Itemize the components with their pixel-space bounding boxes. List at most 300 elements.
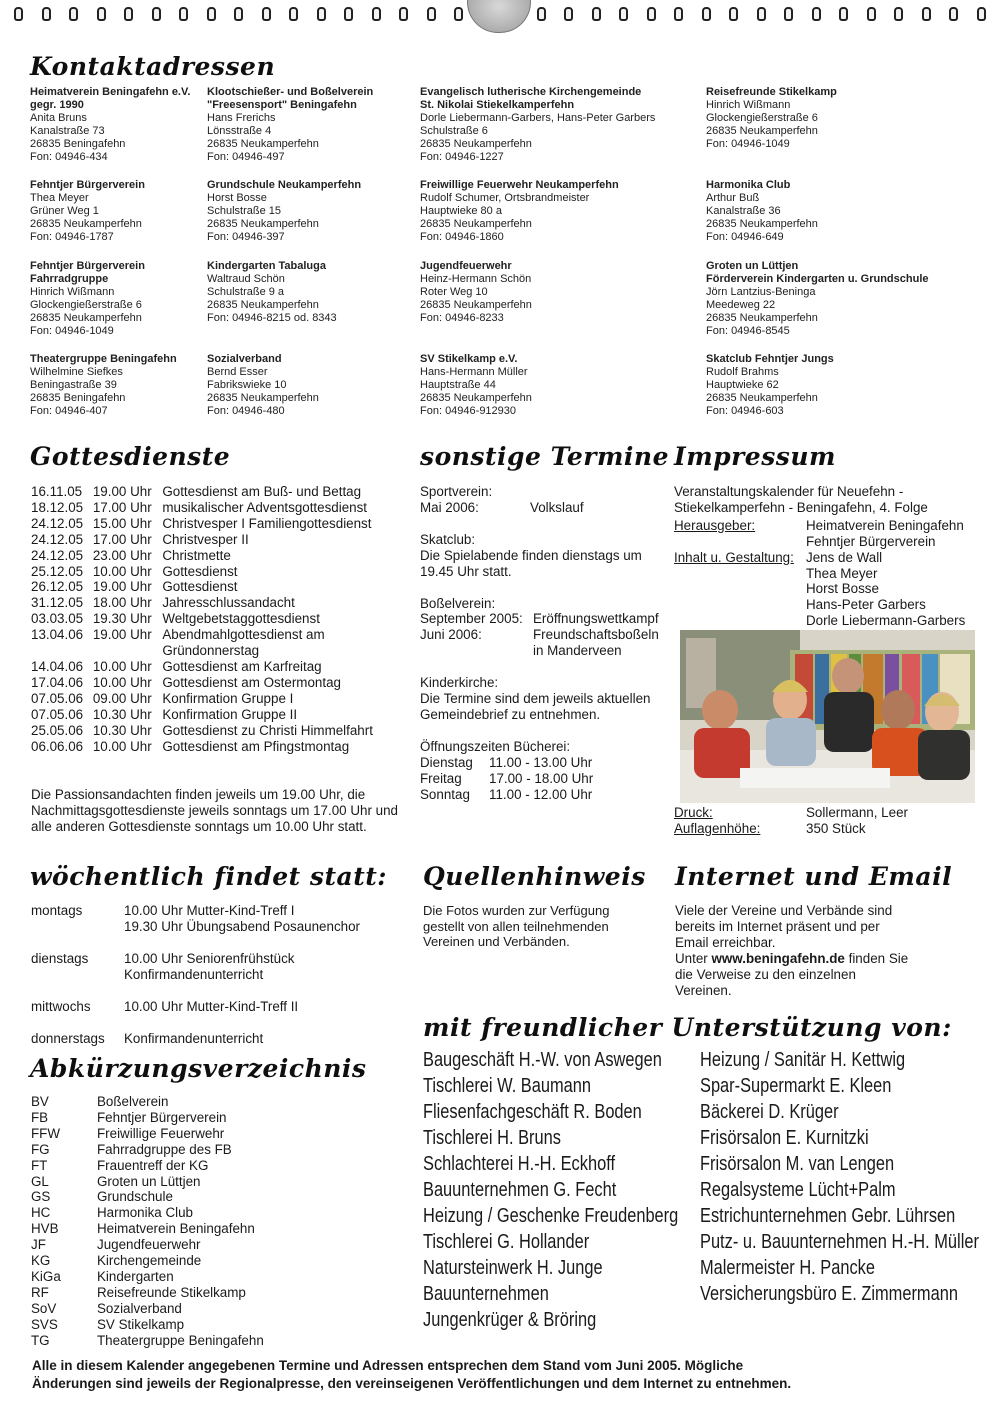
binding-ring	[619, 7, 628, 21]
contact-name: Kindergarten Tabaluga	[207, 260, 326, 272]
contact-name: Sozialverband	[207, 353, 282, 365]
weekly-day: donnerstags	[31, 1030, 105, 1046]
service-date: 13.04.06	[31, 627, 84, 643]
service-time: 10.00 Uhr	[92, 674, 152, 690]
contact-line: Hinrich Wißmann	[30, 286, 115, 298]
contact-line: Thea Meyer	[30, 192, 89, 204]
content-item: Hans-Peter Garbers	[806, 597, 926, 613]
binding-ring	[207, 7, 216, 21]
contact-line: Hans-Hermann Müller	[420, 366, 528, 378]
abbrev-row	[31, 1221, 264, 1237]
contact-line: Fon: 04946-8545	[706, 325, 790, 337]
binding-ring	[152, 7, 161, 21]
abbrev-value: Reisefreunde Stikelkamp	[97, 1284, 246, 1300]
library-key: Sonntag	[420, 786, 470, 802]
abbrev-key: SoV	[31, 1300, 57, 1316]
service-date: 25.12.05	[31, 563, 84, 579]
contact-line: Fon: 04946-1787	[30, 231, 114, 243]
calendar-hanger	[467, 0, 531, 33]
weekly-items	[124, 951, 294, 983]
service-title: musikalischer Adventsgottesdienst	[162, 499, 368, 515]
contact-line: Rudolf Brahms	[706, 366, 779, 378]
contact-name: Groten un Lüttjen	[706, 260, 799, 272]
service-row	[31, 516, 416, 532]
contact-line: 26835 Neukamperfehn	[207, 138, 319, 150]
abbrev-key: JF	[31, 1237, 46, 1253]
library-value: 11.00 - 12.00 Uhr	[489, 786, 593, 802]
binding-ring	[42, 7, 51, 21]
contact-line: Arthur Buß	[706, 192, 760, 204]
abbrev-row	[31, 1110, 264, 1126]
contact-name: Skatclub Fehntjer Jungs	[706, 353, 834, 365]
contact-line: Fon: 04946-912930	[420, 405, 517, 417]
abbrev-value: Grundschule	[97, 1189, 173, 1205]
service-date: 24.12.05	[31, 515, 84, 531]
weekly-item: 10.00 Uhr Seniorenfrühstück	[124, 950, 295, 966]
contact-line: Schulstraße 15	[207, 205, 281, 217]
contact-card	[30, 353, 177, 418]
abbrev-row	[31, 1269, 264, 1285]
publisher-list	[806, 518, 964, 550]
abbrev-value: Jugendfeuerwehr	[97, 1237, 201, 1253]
abbrev-row	[31, 1333, 264, 1349]
contact-line: Waltraud Schön	[207, 273, 285, 285]
abbrev-value: Theatergruppe Beningafehn	[97, 1332, 264, 1348]
abbrev-key: KG	[31, 1253, 51, 1269]
weekly-day: dienstags	[31, 950, 89, 966]
contact-line: 26835 Neukamperfehn	[207, 218, 319, 230]
content-label: Inhalt u. Gestaltung:	[674, 549, 794, 565]
contact-card	[207, 260, 337, 325]
contact-line: Grüner Weg 1	[30, 205, 99, 217]
print-value: Sollermann, Leer	[806, 805, 908, 820]
edition-value: 350 Stück	[806, 820, 866, 836]
service-title: Konfirmation Gruppe II	[162, 706, 298, 722]
internet-heading: Internet und Email	[675, 862, 953, 891]
services-note: Die Passionsandachten finden jeweils um 19.00 Uhr, die Nachmittagsgottesdienste jeweils sonntags um 17.00 Uhr und alle anderen Gottesdienste sonntags um 10.00 Uhr statt.	[31, 787, 398, 834]
abbrev-value: Kindergarten	[97, 1268, 174, 1284]
contact-line: Hinrich Wißmann	[706, 99, 791, 111]
content-item: Jens de Wall	[806, 549, 883, 565]
abbrev-row	[31, 1189, 264, 1205]
abbrev-value: Groten un Lüttjen	[97, 1173, 201, 1189]
abbrev-row	[31, 1126, 264, 1142]
sponsor-name: Bauunternehmen	[423, 1283, 549, 1305]
abbrev-heading: Abkürzungsverzeichnis	[30, 1054, 367, 1083]
footer-note	[32, 1357, 982, 1393]
contact-name: St. Nikolai Stiekelkamperfehn	[420, 99, 575, 111]
service-row	[31, 564, 416, 580]
contact-line: Fon: 04946-603	[706, 405, 784, 417]
sponsor-name: Tischlerei W. Baumann	[423, 1075, 592, 1097]
contact-line: Horst Bosse	[207, 192, 267, 204]
sponsor-name: Bauunternehmen G. Fecht	[423, 1179, 617, 1201]
service-row	[31, 627, 416, 659]
service-date: 17.04.06	[31, 674, 84, 690]
service-date: 24.12.05	[31, 547, 84, 563]
contact-name: Heimatverein Beningafehn e.V.	[30, 86, 191, 98]
sport-date: Mai 2006:	[420, 499, 479, 515]
contact-line: Anita Bruns	[30, 112, 87, 124]
binding-ring	[894, 7, 903, 21]
abbrev-list	[31, 1094, 411, 1349]
sponsor-name: Jungenkrüger & Bröring	[423, 1309, 597, 1331]
contact-name: Fahrradgruppe	[30, 273, 109, 285]
service-row	[31, 532, 416, 548]
contact-line: 26835 Neukamperfehn	[207, 299, 319, 311]
service-title: Gottesdienst zu Christi Himmelfahrt	[162, 722, 373, 738]
contact-line: Hans Frerichs	[207, 112, 276, 124]
contact-card	[207, 353, 319, 418]
service-time: 10.30 Uhr	[92, 722, 152, 738]
abbrev-value: Fehntjer Bürgerverein	[97, 1109, 227, 1125]
service-row	[31, 691, 416, 707]
abbrev-value: Kirchengemeinde	[97, 1253, 202, 1269]
weekly-item: Konfirmandenunterricht	[124, 966, 264, 982]
sponsor-name: Natursteinwerk H. Junge	[423, 1257, 603, 1279]
contact-line: Schulstraße 9 a	[207, 286, 285, 298]
contact-card	[706, 260, 929, 338]
weekly-item: 10.00 Uhr Mutter-Kind-Treff I	[124, 903, 295, 918]
service-time: 17.00 Uhr	[92, 531, 152, 547]
abbrev-value: Frauentreff der KG	[97, 1157, 209, 1173]
service-time: 18.00 Uhr	[92, 595, 152, 611]
other-dates-heading: sonstige Termine	[420, 442, 669, 471]
contact-line: Fon: 04946-1860	[420, 231, 504, 243]
contact-card	[30, 86, 190, 164]
abbrev-value: Freiwillige Feuerwehr	[97, 1125, 225, 1141]
kids-text: Die Termine sind dem jeweils aktuellen Gemeindebrief zu entnehmen.	[420, 691, 651, 722]
impressum-intro: Veranstaltungskalender für Neuefehn - Stiekelkamperfehn - Beningafehn, 4. Folge	[674, 484, 928, 515]
abbrev-key: FB	[31, 1109, 49, 1125]
sponsor-name: Malermeister H. Pancke	[700, 1257, 875, 1279]
contact-line: Fon: 04946-497	[207, 151, 285, 163]
contact-line: Lönsstraße 4	[207, 125, 272, 137]
contact-line: Jörn Lantzius-Beninga	[706, 286, 816, 298]
abbrev-key: FFW	[31, 1125, 60, 1141]
bossel-row	[420, 611, 670, 627]
abbrev-key: GS	[31, 1189, 51, 1205]
contact-line: 26835 Neukamperfehn	[706, 125, 818, 137]
service-title: Gottesdienst	[162, 579, 238, 595]
sources-text: Die Fotos wurden zur Verfügung gestellt von allen teilnehmenden Vereinen und Verbänden.	[423, 903, 610, 949]
sponsor-name: Estrichunternehmen Gebr. Lührsen	[700, 1205, 956, 1227]
abbrev-row	[31, 1301, 264, 1317]
service-title: Gottesdienst am Buß- und Bettag	[162, 484, 362, 499]
weekly-day: mittwochs	[31, 998, 91, 1014]
service-row	[31, 659, 416, 675]
service-time: 10.00 Uhr	[92, 738, 152, 754]
contact-line: Meedeweg 22	[706, 299, 776, 311]
binding-ring	[922, 7, 931, 21]
abbrev-row	[31, 1237, 264, 1253]
contact-name: SV Stikelkamp e.V.	[420, 353, 518, 365]
internet-intro: Viele der Vereine und Verbände sind bereits im Internet präsent und per Email erreichbar.	[675, 903, 893, 950]
contact-name: Freiwillige Feuerwehr Neukamperfehn	[420, 179, 619, 191]
service-date: 16.11.05	[31, 484, 83, 499]
library-row	[420, 771, 593, 787]
service-title: Christmette	[162, 547, 231, 563]
contact-line: Fon: 04946-649	[706, 231, 784, 243]
weekly-items	[124, 903, 360, 935]
abbrev-value: Harmonika Club	[97, 1205, 194, 1221]
library-value: 11.00 - 13.00 Uhr	[489, 754, 593, 770]
service-time: 10.30 Uhr	[92, 706, 152, 722]
service-title: Christvesper I Familiengottesdienst	[162, 515, 372, 531]
library-value: 17.00 - 18.00 Uhr	[489, 770, 594, 786]
service-title: Gottesdienst am Karfreitag	[162, 658, 322, 674]
service-date: 14.04.06	[31, 658, 84, 674]
service-title: Gottesdienst am Pfingstmontag	[162, 738, 350, 754]
publisher-item: Fehntjer Bürgerverein	[806, 533, 936, 549]
binding-ring	[289, 7, 298, 21]
contact-card	[420, 353, 532, 418]
contact-card	[207, 179, 361, 244]
contact-line: Kanalstraße 36	[706, 205, 781, 217]
sponsor-name: Regalsysteme Lücht+Palm	[700, 1179, 896, 1201]
service-date: 26.12.05	[31, 579, 84, 595]
content-item: Dorle Liebermann-Garbers	[806, 613, 966, 629]
contact-line: Bernd Esser	[207, 366, 268, 378]
contact-line: 26835 Neukamperfehn	[706, 392, 818, 404]
library-key: Dienstag	[420, 754, 473, 770]
abbrev-value: Heimatverein Beningafehn	[97, 1221, 255, 1237]
service-title: Gottesdienst	[162, 563, 238, 579]
weekly-item: 19.30 Uhr Übungsabend Posaunenchor	[124, 918, 360, 934]
weekly-item: 10.00 Uhr Mutter-Kind-Treff II	[124, 998, 299, 1014]
contact-line: 26835 Neukamperfehn	[207, 392, 319, 404]
publisher-item: Heimatverein Beningafehn	[806, 517, 964, 533]
library-row	[420, 787, 593, 803]
sponsor-name: Tischlerei H. Bruns	[423, 1127, 561, 1149]
contact-card	[420, 86, 655, 164]
support-heading: mit freundlicher Unterstützung von:	[423, 1013, 952, 1042]
contact-name: "Freesensport" Beningafehn	[207, 99, 357, 111]
contact-line: Schulstraße 6	[420, 125, 488, 137]
contact-line: Glockengießerstraße 6	[30, 299, 142, 311]
weekly-items	[124, 999, 298, 1015]
abbrev-value: SV Stikelkamp	[97, 1316, 185, 1332]
binding-ring	[372, 7, 381, 21]
weekly-item: Konfirmandenunterricht	[124, 1030, 264, 1046]
binding-ring	[124, 7, 133, 21]
weekly-schedule	[31, 903, 416, 1062]
service-row	[31, 723, 416, 739]
contact-card	[420, 179, 619, 244]
impressum-content	[674, 484, 974, 629]
sponsor-name: Heizung / Geschenke Freudenberg	[423, 1205, 679, 1227]
contact-line: Fon: 04946-1227	[420, 151, 504, 163]
contact-line: Hauptwieke 80 a	[420, 205, 502, 217]
contact-card	[706, 179, 818, 244]
binding-ring	[647, 7, 656, 21]
service-title: Christvesper II	[162, 531, 249, 547]
binding-ring	[454, 7, 463, 21]
weekly-items	[124, 1031, 263, 1047]
abbrev-row	[31, 1094, 264, 1110]
contact-line: Fon: 04946-1049	[30, 325, 114, 337]
contact-line: Fon: 04946-397	[207, 231, 285, 243]
service-title: Abendmahlgottesdienst am Gründonnerstag	[162, 627, 325, 659]
service-date: 18.12.05	[31, 499, 84, 515]
service-row	[31, 484, 416, 500]
abbrev-key: SVS	[31, 1316, 58, 1332]
bossel-key: September 2005:	[420, 611, 523, 627]
publisher-label: Herausgeber:	[674, 517, 756, 533]
skat-text: Die Spielabende finden dienstags um 19.45 Uhr statt.	[420, 547, 642, 579]
service-date: 07.05.06	[31, 690, 84, 706]
service-row	[31, 675, 416, 691]
service-time: 10.00 Uhr	[92, 563, 152, 579]
binding-ring	[564, 7, 573, 21]
content-item: Thea Meyer	[806, 565, 878, 581]
contact-line: 26835 Neukamperfehn	[420, 392, 532, 404]
internet-pre: Unter	[675, 950, 712, 966]
binding-ring	[867, 7, 876, 21]
sponsor-name: Frisörsalon M. van Lengen	[700, 1153, 895, 1175]
service-row	[31, 739, 416, 755]
contact-line: Fon: 04946-1049	[706, 138, 790, 150]
service-date: 06.06.06	[31, 738, 84, 754]
weekly-row	[31, 999, 416, 1015]
contact-line: 26835 Neukamperfehn	[30, 312, 142, 324]
service-date: 03.03.05	[31, 611, 84, 627]
contact-line: Kanalstraße 73	[30, 125, 105, 137]
binding-ring	[399, 7, 408, 21]
contact-name: Harmonika Club	[706, 179, 791, 191]
abbrev-row	[31, 1205, 264, 1221]
impressum-print	[674, 805, 974, 837]
sponsor-name: Spar-Supermarkt E. Kleen	[700, 1075, 892, 1097]
contact-name: Theatergruppe Beningafehn	[30, 353, 177, 365]
skat-label: Skatclub:	[420, 531, 476, 547]
abbrev-key: BV	[31, 1094, 49, 1109]
services-list	[31, 484, 416, 754]
contact-name: Klootschießer- und Boßelverein	[207, 86, 374, 98]
contact-line: Heinz-Hermann Schön	[420, 273, 532, 285]
print-label: Druck:	[674, 805, 713, 820]
contact-line: Fabrikswieke 10	[207, 379, 287, 391]
other-dates-content	[420, 484, 670, 803]
contact-name: gegr. 1990	[30, 99, 84, 111]
abbrev-key: FG	[31, 1141, 50, 1157]
binding-ring	[949, 7, 958, 21]
sponsors-left-list	[423, 1047, 698, 1333]
kids-label: Kinderkirche:	[420, 675, 499, 691]
abbrev-row	[31, 1142, 264, 1158]
contact-line: Hauptstraße 44	[420, 379, 496, 391]
contact-line: Roter Weg 10	[420, 286, 488, 298]
sponsor-name: Frisörsalon E. Kurnitzki	[700, 1127, 869, 1149]
abbrev-key: HC	[31, 1205, 51, 1221]
website-link[interactable]: www.beningafehn.de	[711, 950, 845, 966]
contact-card	[420, 260, 532, 325]
contact-line: 26835 Neukamperfehn	[706, 312, 818, 324]
binding-ring	[344, 7, 353, 21]
weekly-day: montags	[31, 903, 83, 918]
service-title: Weltgebetstaggottesdienst	[162, 611, 320, 627]
abbrev-key: KiGa	[31, 1268, 61, 1284]
contact-line: 26835 Neukamperfehn	[420, 299, 532, 311]
service-date: 24.12.05	[31, 531, 84, 547]
bossel-value: Eröffnungswettkampf	[533, 611, 659, 627]
sponsor-name: Heizung / Sanitär H. Kettwig	[700, 1049, 906, 1071]
binding-ring	[674, 7, 683, 21]
service-time: 19.00 Uhr	[92, 484, 152, 499]
contact-line: Fon: 04946-434	[30, 151, 108, 163]
contact-card	[30, 260, 145, 338]
binding-ring	[97, 7, 106, 21]
library-label: Öffnungszeiten Bücherei:	[420, 738, 571, 754]
library-key: Freitag	[420, 770, 462, 786]
binding-ring	[812, 7, 821, 21]
binding-ring	[69, 7, 78, 21]
team-photo	[680, 630, 975, 803]
binding-ring	[702, 7, 711, 21]
contact-card	[706, 86, 837, 151]
bossel-label: Boßelverein:	[420, 595, 496, 611]
contact-line: 26835 Neukamperfehn	[420, 138, 532, 150]
contact-line: 26835 Beningafehn	[30, 392, 126, 404]
sport-label: Sportverein:	[420, 484, 493, 499]
impressum-heading: Impressum	[674, 442, 836, 471]
contacts-heading: Kontaktadressen	[30, 52, 276, 81]
services-heading: Gottesdienste	[30, 442, 231, 471]
abbrev-value: Boßelverein	[97, 1094, 169, 1109]
contact-line: Wilhelmine Siefkes	[30, 366, 123, 378]
service-row	[31, 548, 416, 564]
sponsor-name: Bäckerei D. Krüger	[700, 1101, 839, 1123]
abbrev-row	[31, 1317, 264, 1333]
contact-name: Reisefreunde Stikelkamp	[706, 86, 837, 98]
service-row	[31, 500, 416, 516]
binding-ring	[784, 7, 793, 21]
team-photo-image	[680, 630, 975, 803]
sponsor-name: Baugeschäft H.-W. von Aswegen	[423, 1049, 662, 1071]
footer-line-2: Änderungen sind jeweils der Regionalpresse, den vereinseigenen Veröffentlichungen und dem Internet zu entnehmen.	[32, 1376, 792, 1391]
internet-post: finden Sie die Verweise zu den einzelnen Vereinen.	[675, 950, 909, 998]
sport-event: Volkslauf	[530, 499, 584, 515]
contact-line: Fon: 04946-407	[30, 405, 108, 417]
bossel-row	[420, 627, 670, 659]
binding-ring	[234, 7, 243, 21]
abbrev-key: RF	[31, 1284, 49, 1300]
contact-card	[207, 86, 373, 164]
sponsor-name: Putz- u. Bauunternehmen H.-H. Müller	[700, 1231, 979, 1253]
abbrev-value: Fahrradgruppe des FB	[97, 1141, 232, 1157]
service-time: 09.00 Uhr	[92, 690, 152, 706]
abbrev-row	[31, 1253, 264, 1269]
contact-line: Hauptwieke 62	[706, 379, 779, 391]
contact-name: Fehntjer Bürgerverein	[30, 260, 145, 272]
contact-card	[706, 353, 834, 418]
service-title: Konfirmation Gruppe I	[162, 690, 294, 706]
binding-ring	[427, 7, 436, 21]
content-item: Horst Bosse	[806, 581, 879, 597]
contact-card	[30, 179, 145, 244]
contact-name: Grundschule Neukamperfehn	[207, 179, 362, 191]
service-time: 10.00 Uhr	[92, 658, 152, 674]
contact-name: Jugendfeuerwehr	[420, 260, 512, 272]
service-row	[31, 595, 416, 611]
abbrev-key: FT	[31, 1157, 48, 1173]
abbrev-key: TG	[31, 1332, 50, 1348]
bossel-value: Freundschaftsboßeln in Manderveen	[533, 627, 659, 659]
contact-line: 26835 Neukamperfehn	[30, 218, 142, 230]
sponsors-right-list	[700, 1047, 990, 1307]
contact-line: Fon: 04946-8233	[420, 312, 504, 324]
service-time: 23.00 Uhr	[92, 547, 152, 563]
